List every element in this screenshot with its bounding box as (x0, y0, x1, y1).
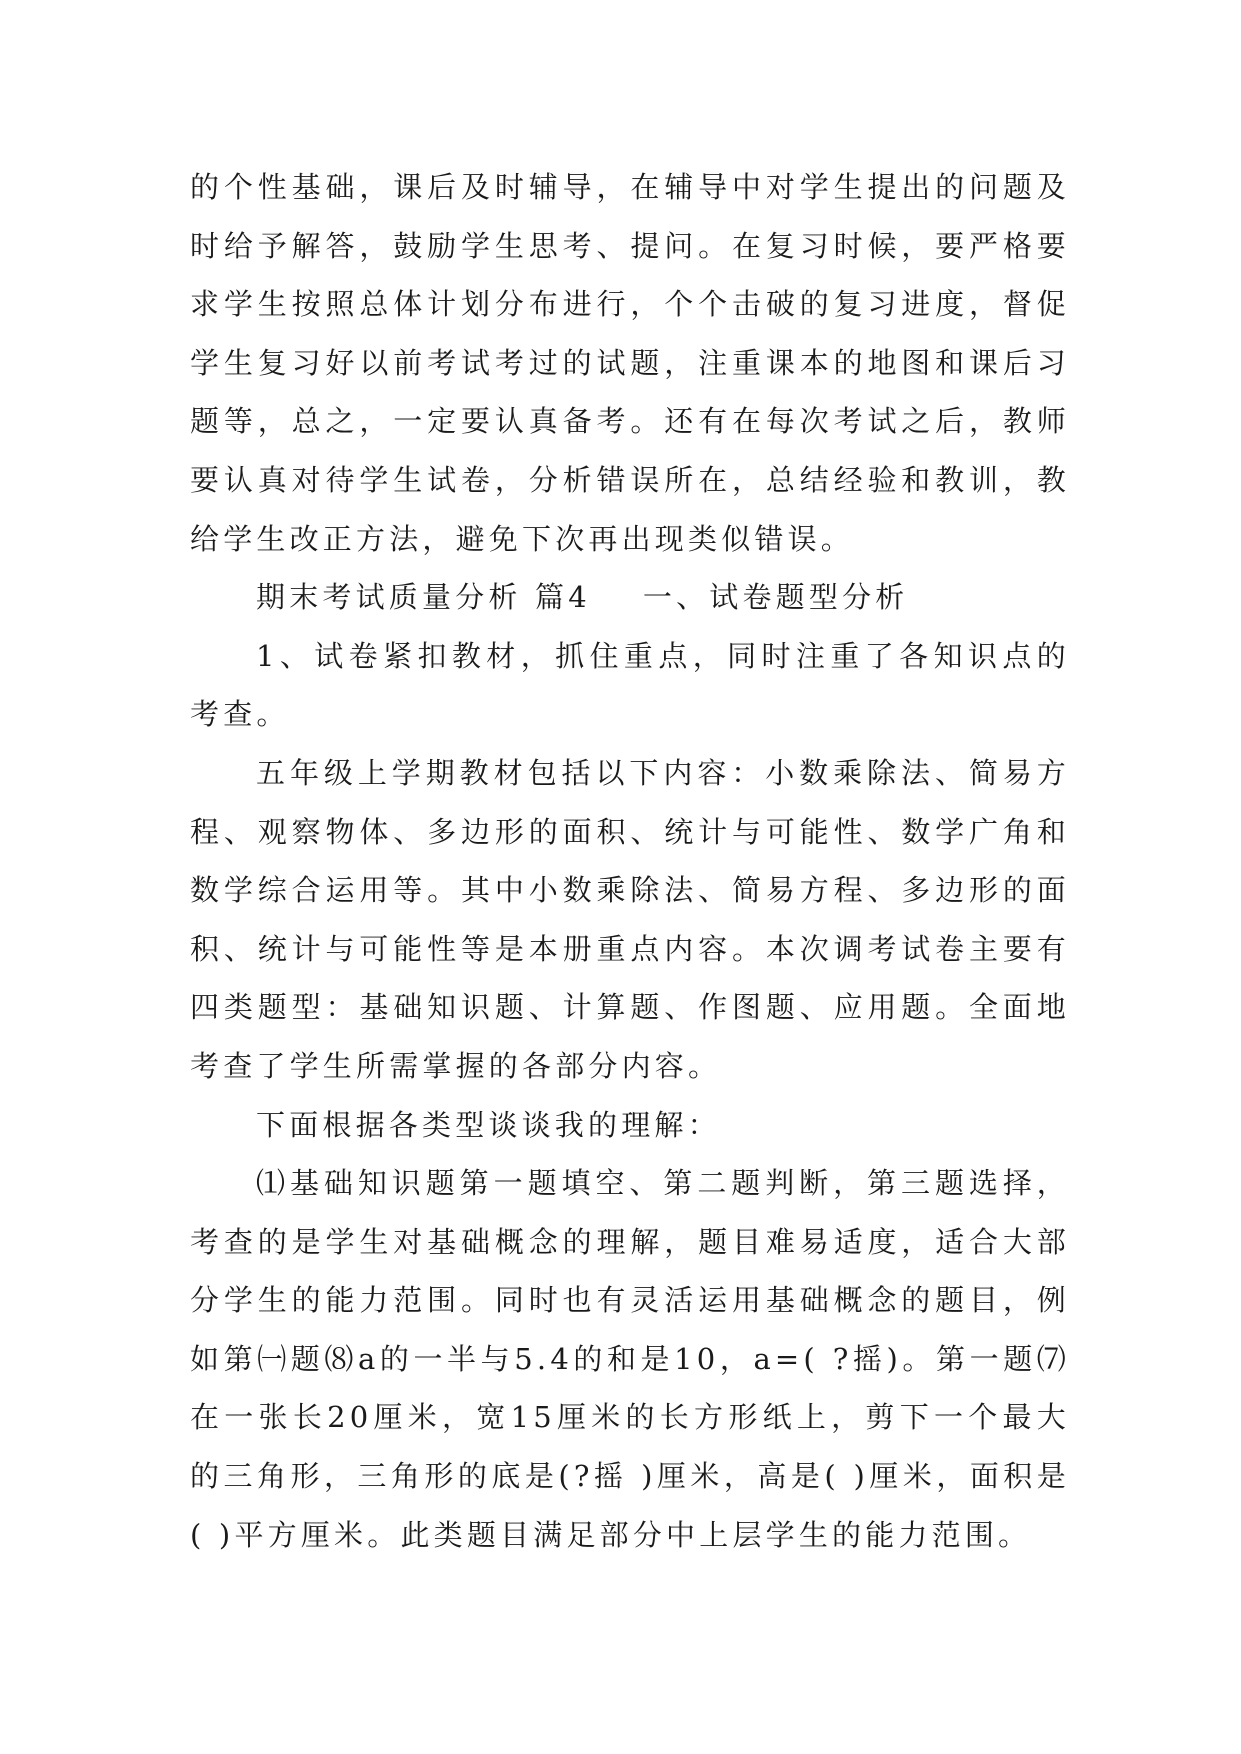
paragraph-point-1: 1、试卷紧扣教材，抓住重点，同时注重了各知识点的考查。 (190, 638, 1070, 732)
document-body (190, 158, 1070, 1564)
paragraph-intro-types: 下面根据各类型谈谈我的理解： (256, 1107, 721, 1142)
section-heading (190, 568, 1070, 627)
paragraph-basic-knowledge: ⑴基础知识题第一题填空、第二题判断，第三题选择，考查的是学生对基础概念的理解，题目难易适度，适合大部分学生的能力范围。同时也有灵活运用基础概念的题目，例如第㈠题⑻a的一半与5.4的和是10，a=( ?摇)。第一题⑺在一张长20厘米，宽15厘米的长方形纸上，剪下一个最大的三角形，三角形的底是(?摇 )厘米，高是( )厘米，面积是( )平方厘米。此类题目满足部分中上层学生的能力范围。 (190, 1166, 1070, 1552)
section-title: 一、试卷题型分析 (642, 580, 909, 615)
paragraph-continued: 的个性基础，课后及时辅导，在辅导中对学生提出的问题及时给予解答，鼓励学生思考、提问。在复习时候，要严格要求学生按照总体计划分布进行，个个击破的复习进度，督促学生复习好以前考试考过的试题，注重课本的地图和课后习题等，总之，一定要认真备考。还有在每次考试之后，教师要认真对待学生试卷，分析错误所在，总结经验和教训，教给学生改正方法，避免下次再出现类似错误。 (190, 170, 1070, 556)
paragraph-textbook-content: 五年级上学期教材包括以下内容：小数乘除法、简易方程、观察物体、多边形的面积、统计与可能性、数学广角和数学综合运用等。其中小数乘除法、简易方程、多边形的面积、统计与可能性等是本册重点内容。本次调考试卷主要有四类题型：基础知识题、计算题、作图题、应用题。全面地考查了学生所需掌握的各部分内容。 (190, 755, 1070, 1083)
article-title: 期末考试质量分析 篇4 (256, 580, 591, 615)
